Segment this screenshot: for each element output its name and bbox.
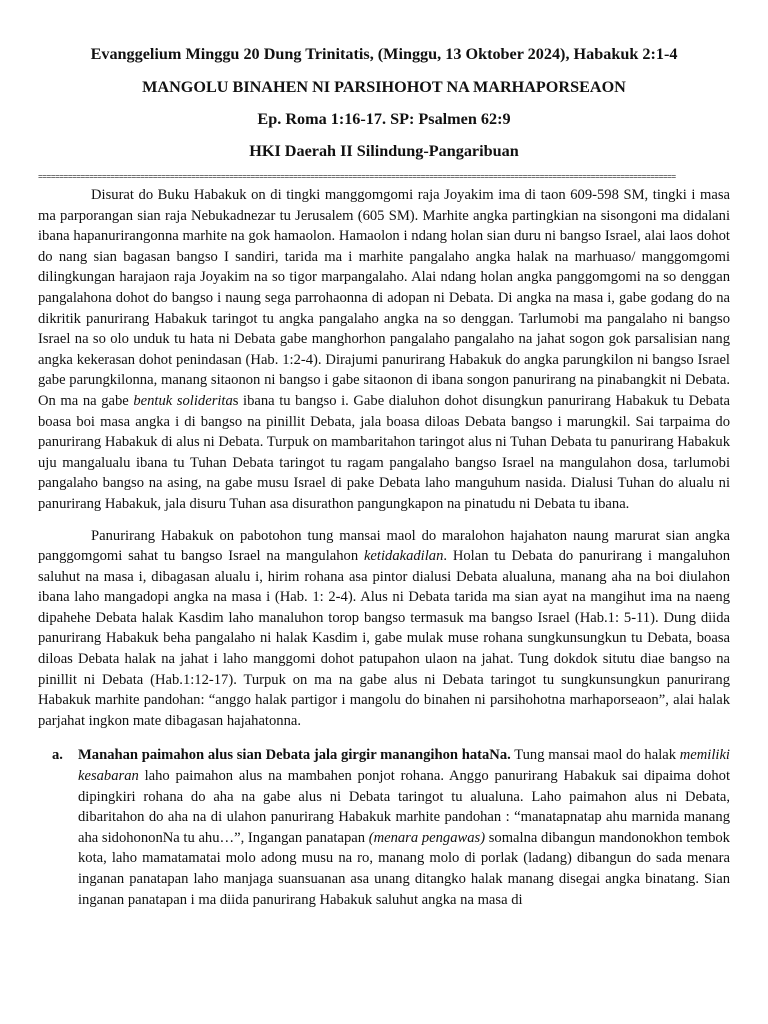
scripture-references: Ep. Roma 1:16-17. SP: Psalmen 62:9 (257, 110, 511, 128)
sermon-theme: MANGOLU BINAHEN NI PARSIHOHOT NA MARHAPORSEAON (142, 78, 626, 96)
paragraph-1-emphasis: bentuk soliderita (133, 392, 233, 409)
list-item-text-2: laho paimahon alus na mambahen ponjot rohana. Anggo panurirang Habakuk sai dipaima dohot dipingkiri rohana do aha na gabe alus ni Debata taringot tu alualuna. Laho paimahon alus ni Debata, dibaritahon do aha na di ulahon panurirang Habakuk marhite pandohan : “manatapnatap ahu marnida manang aha sidohononNa tu ahu…”, Ingangan panatapan (78, 768, 730, 846)
church-district: HKI Daerah II Silindung-Pangaribuan (249, 142, 519, 160)
list-item-text-3: somalna dibangun mandonokhon tembok kota, laho mamatamatai molo adong musu na ro, manang molo di porlak (ladang) dibangun do sada menara inganan panatapan laho manjaga suansuanan asa unang ditangko halak manang disegai angka binatang. Sian inganan panatapan i ma diida panurirang Habakuk saluhut angka na masa di (78, 829, 730, 908)
paragraph-2-text-b: . Holan tu Debata do panurirang i mangaluhon saluhut na masa i, dibagasan alualu i, hirim rohana asa pintor dialusi Debata alualuna, manang aha na boi diulahon ibana laho mangadopi angka na masa i (Hab. 1: 2-4). Alus ni Debata tarida ma sian ayat na mangihut ima na naeng dipahehe Debata halak Kasdim laho manaluhon torop bangso termasuk ma bangso Israel (Hab.1: 5-11). Dung diida panurirang Habakuk beha pangalaho ni halak Kasdim i, gabe mulak muse rohana sungkunsungkun tu Debata, boasa diloas Debata halak na jahat i laho manggomi dohot patupahon ulaon na jahat. Tung dokdok situtu diae bangso na pinillit ni Debata (Hab.1:12-17). Turpuk on ma na gabe alus ni Debata taringot tu sungkunsungkun panurirang Habakuk marhite pandohan: “anggo halak partigor i mangolu do binahen ni parsihohotna marhaporseaon”, alai halak parjahat ingkon mate dibagasan hajahatonna. (38, 548, 731, 729)
paragraph-2-text-a: Panurirang Habakuk on pabotohon tung mansai maol do maralohon hajahaton naung marurat sian angka panggomgomi sahat tu bangso Israel na mangulahon (38, 527, 730, 565)
paragraph-2 (38, 526, 730, 732)
point-list (38, 745, 730, 910)
paragraph-1 (38, 185, 730, 515)
list-item-text-1: Tung mansai maol do halak (510, 747, 680, 764)
list-item-emphasis-2: (menara pengawas) (368, 829, 486, 846)
list-item (38, 745, 730, 910)
paragraph-2-emphasis: ketidakadilan (363, 548, 444, 565)
list-item-emphasis-1: memiliki kesabaran (78, 747, 730, 785)
list-marker: a. (52, 747, 63, 764)
list-item-heading: Manahan paimahon alus sian Debata jala girgir manangihon hataNa. (78, 747, 511, 764)
divider-line: ====================================================================================================================================================== (38, 173, 676, 182)
paragraph-1-text-a: Disurat do Buku Habakuk on di tingki manggomgomi raja Joyakim ima di taon 609-598 SM, tingki i masa ma parporangan sian raja Nebukadnezar tu Jerusalem (605 SM). Marhite angka partingkian na sisongoni ma didalani ibana hapanurirangonna marhite na gok hamaolon. Hamaolon i ndang holan sian duru ni bangso Israel, alai laos dohot do nang sian bagasan bangso I sandiri, tarida ma i marhite pangalaho angka halak na marhuaso/ manggomgomi dilingkungan harajaon raja Joyakim na so tigor marpangalaho. Alai ndang holan angka panggomgomi na so denggan pangalahona dohot do bangso i naung sega parrohaonna di adopan ni Debata. Di angka na masa i, gabe godang do na dikritik panurirang Habakuk taringot tu angka pangalaho angka na so denggan. Tarlumobi ma pangalaho ni bangso Israel na so olo unduk tu hata ni Debata gabe manghorhon pangalaho pangalaho na jahat sogon gok parsalisian nang angka kekerasan dohot penindasan (Hab. 1:2-4). Dirajumi panurirang Habakuk do angka parungkilon ni bangso Israel gabe parungkilonna, manang sitaonon ni bangso i gabe sitaonon di ibana songon panurirang na pinabangkit ni Debata. On ma na gabe (38, 187, 730, 409)
paragraph-1-text-b: s ibana tu bangso i. Gabe dialuhon dohot disungkun panurirang Habakuk tu Debata boasa boi masa angka i di bangso na pinillit Debata, jala boasa diloas Debata bangso i marungkil. Sai tarpaima do panurirang Habakuk di alus ni Debata. Turpuk on mambaritahon taringot alus ni Tuhan Debata tu panurirang Habakuk uju mangalualu ibana tu Tuhan Debata taringot tu ragam pangalaho bangso Israel na mangulahon dosa, tarlumobi pangalaho bangso na asing, na gabe musu Israel di pake Debata laho manguhum nasida. Dialusi Tuhan do alualu ni panurirang Habakuk, jala disuru Tuhan asa disurathon pangungkapon na pinatudu ni Debata tu ibana. (38, 392, 730, 512)
document-title: Evanggelium Minggu 20 Dung Trinitatis, (Minggu, 13 Oktober 2024), Habakuk 2:1-4 (90, 45, 678, 63)
